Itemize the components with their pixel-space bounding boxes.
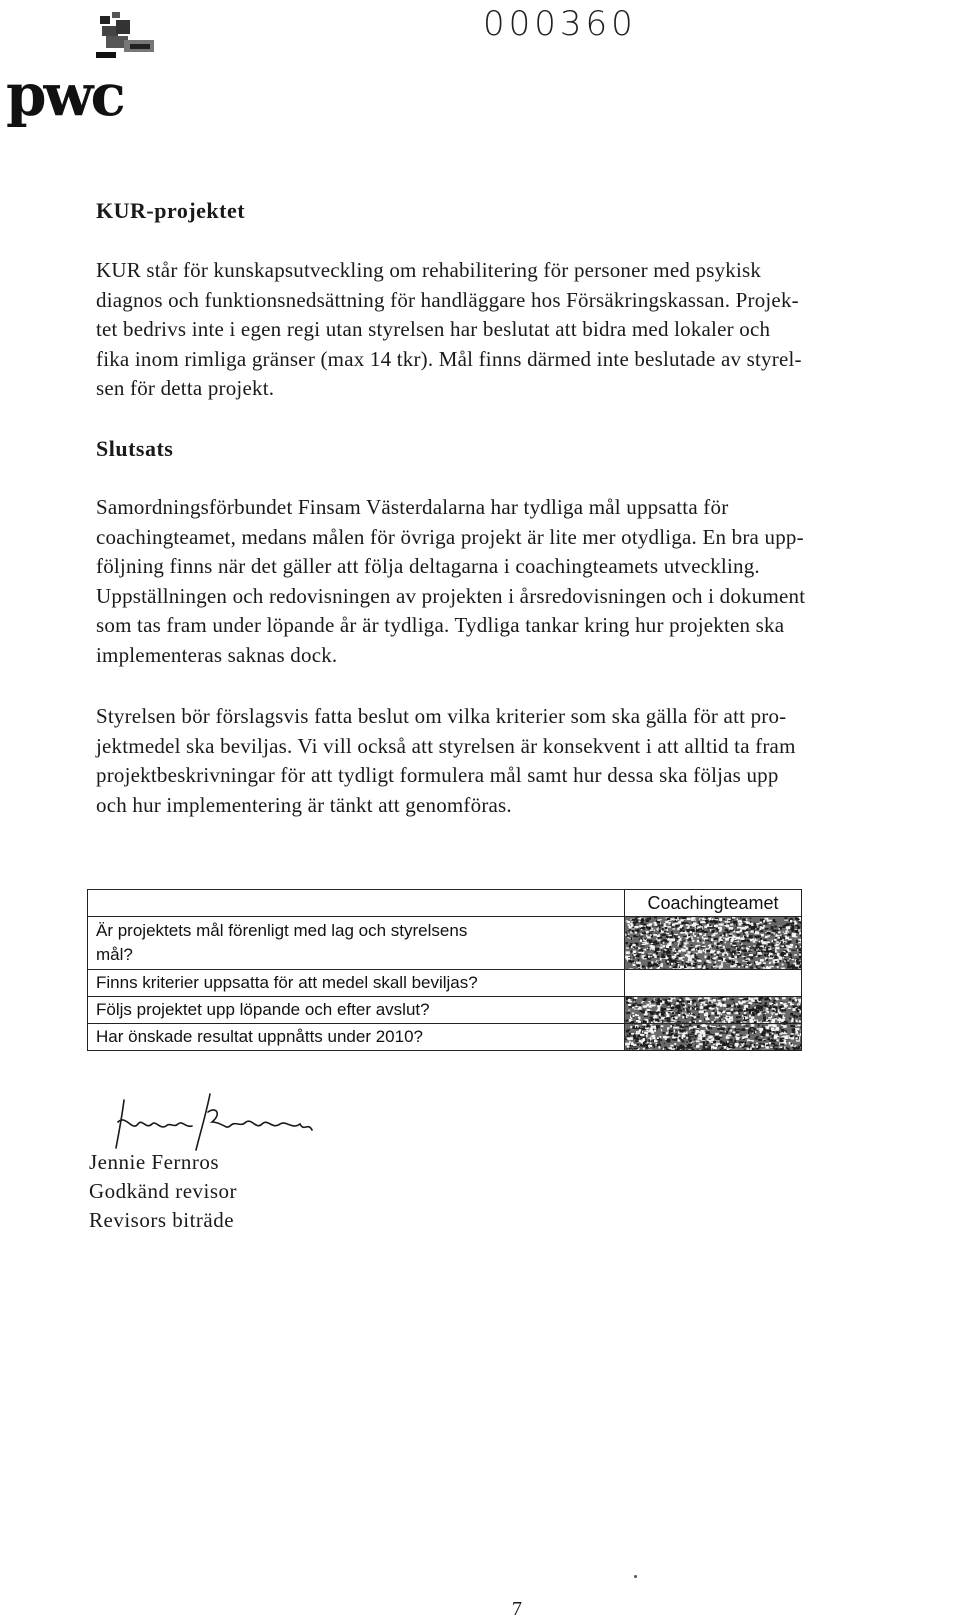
paragraph-line: som tas fram under löpande år är tydliga. Tydliga tankar kring hur projekten ska [96, 613, 785, 637]
paragraph-line: Samordningsförbundet Finsam Västerdalarna har tydliga mål uppsatta för [96, 495, 729, 519]
signatory-name: Jennie Fernros [89, 1150, 220, 1174]
section-heading-slutsats: Slutsats [96, 436, 174, 461]
signatory-title: Godkänd revisor [89, 1179, 238, 1203]
table-header-empty [88, 890, 625, 917]
paragraph-line: KUR står för kunskapsutveckling om rehabilitering för personer med psykisk [96, 258, 762, 282]
scan-speck [634, 1575, 637, 1578]
table-row [88, 917, 802, 970]
table-header-coachingteamet: Coachingteamet [625, 890, 802, 917]
paragraph-line: Uppställningen och redovisningen av projekten i årsredovisningen och i dokument [96, 583, 806, 608]
assessment-mark-cell [625, 997, 802, 1024]
paragraph-line: och hur implementering är tänkt att genomföras. [96, 792, 512, 817]
question-cell: Har önskade resultat uppnåtts under 2010? [88, 1024, 625, 1051]
question-cell: Följs projektet upp löpande och efter avslut? [88, 997, 625, 1024]
paragraph-line: tet bedrivs inte i egen regi utan styrelsen har beslutat att bidra med lokaler och [96, 317, 771, 341]
assessment-mark-cell [625, 917, 802, 970]
kur-paragraph [96, 256, 956, 404]
pwc-logo: pwc [6, 61, 123, 129]
assessment-mark-icon [625, 1024, 801, 1050]
paragraph-line: diagnos och funktionsnedsättning för handläggare hos Försäkringskassan. Projek- [96, 287, 799, 312]
question-cell [88, 917, 625, 970]
paragraph-line: fika inom rimliga gränser (max 14 tkr). Mål finns därmed inte beslutade av styrel- [96, 346, 802, 371]
assessment-empty-cell [625, 970, 802, 997]
slutsats-paragraph-1 [96, 493, 956, 670]
question-line: Är projektets mål förenligt med lag och styrelsens [96, 921, 468, 940]
logo-mark-icon [96, 10, 158, 60]
table-row [88, 997, 802, 1024]
question-line: mål? [96, 945, 133, 964]
paragraph-line: Styrelsen bör förslagsvis fatta beslut om vilka kriterier som ska gälla för att pro- [96, 704, 787, 728]
question-cell: Finns kriterier uppsatta för att medel skall beviljas? [88, 970, 625, 997]
document-number: 000360 [483, 4, 637, 44]
paragraph-line: sen för detta projekt. [96, 376, 275, 400]
slutsats-paragraph-2 [96, 702, 956, 820]
paragraph-line: coachingteamet, medans målen för övriga projekt är lite mer otydliga. En bra upp- [96, 524, 804, 549]
handwritten-signature [112, 1092, 342, 1152]
signatory-block [89, 1148, 237, 1235]
paragraph-line: följning finns när det gäller att följa deltagarna i coachingteamets utveckling. [96, 554, 760, 578]
assessment-mark-icon [625, 917, 801, 969]
paragraph-line: projektbeskrivningar för att tydligt formulera mål samt hur dessa ska följas upp [96, 763, 779, 787]
paragraph-line: jektmedel ska beviljas. Vi vill också att styrelsen är konsekvent i att alltid ta fram [96, 733, 796, 758]
table-row [88, 970, 802, 997]
section-heading-kur: KUR-projektet [96, 198, 246, 223]
page-number: 7 [512, 1598, 522, 1620]
assessment-mark-cell [625, 1024, 802, 1051]
signatory-role: Revisors biträde [89, 1208, 235, 1232]
evaluation-table [87, 889, 802, 1051]
table-row [88, 1024, 802, 1051]
assessment-mark-icon [625, 997, 801, 1023]
paragraph-line: implementeras saknas dock. [96, 642, 338, 667]
